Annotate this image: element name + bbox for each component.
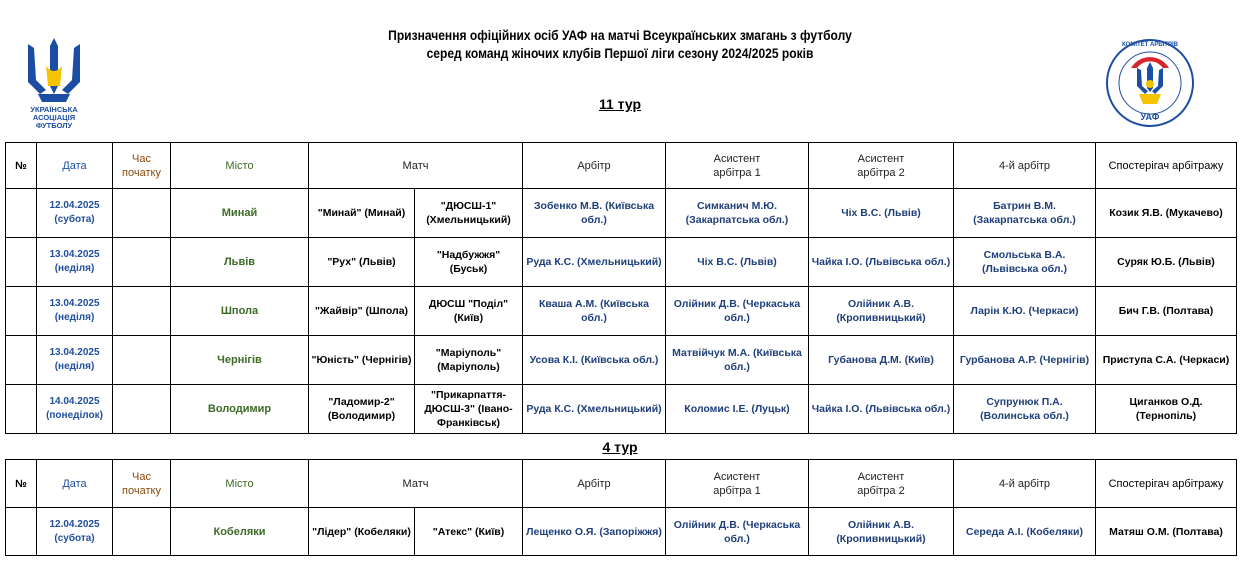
assistant2: Олійник А.В. (Кропивницький) [809, 287, 954, 336]
home-team: "Жайвір" (Шпола) [309, 287, 415, 336]
city: Минай [171, 189, 309, 238]
assistant2-line2: арбітра 2 [857, 484, 905, 497]
date-value: 14.04.2025 [49, 396, 100, 407]
day-value: (субота) [54, 214, 95, 225]
row-num [6, 238, 37, 287]
observer: Бич Г.В. (Полтава) [1096, 287, 1237, 336]
date-value: 13.04.2025 [49, 249, 100, 260]
fourth-official: Гурбанова А.Р. (Чернігів) [954, 336, 1096, 385]
row-num [6, 189, 37, 238]
round-11-table [5, 142, 1237, 434]
home-team: "Рух" (Львів) [309, 238, 415, 287]
logo-text-line1: УКРАЇНСЬКА [30, 105, 78, 114]
day-value: (неділя) [54, 361, 95, 372]
fourth-official: Смольська В.А. (Львівська обл.) [954, 238, 1096, 287]
match-date [37, 189, 113, 238]
col-header-date: Дата [37, 460, 113, 508]
logo-bottom-text: УАФ [1140, 112, 1160, 122]
observer: Козик Я.В. (Мукачево) [1096, 189, 1237, 238]
day-value: (неділя) [54, 312, 95, 323]
fourth-official: Супрунюк П.А. (Волинська обл.) [954, 385, 1096, 434]
col-header-observer: Спостерігач арбітражу [1096, 143, 1237, 189]
referee: Кваша А.М. (Київська обл.) [523, 287, 666, 336]
uaf-logo [16, 36, 92, 136]
col-header-city: Місто [171, 143, 309, 189]
match-date [37, 238, 113, 287]
assistant2-line1: Асистент [857, 152, 905, 165]
col-header-assistant2 [809, 460, 954, 508]
assistant2-line2: арбітра 2 [857, 166, 905, 179]
kickoff-time [113, 189, 171, 238]
assistant2: Чіх В.С. (Львів) [809, 189, 954, 238]
match-date [37, 508, 113, 556]
date-value: 12.04.2025 [49, 200, 100, 211]
document-title [345, 26, 895, 62]
logo-ring-text: КОМІТЕТ АРБІТРІВ [1122, 42, 1178, 48]
away-team: "Прикарпаття-ДЮСШ-3" (Івано-Франківськ) [415, 385, 523, 434]
fourth-official: Ларін К.Ю. (Черкаси) [954, 287, 1096, 336]
title-line-2: серед команд жіночих клубів Першої ліги сезону 2024/2025 років [426, 45, 814, 61]
assistant1-line2: арбітра 1 [713, 484, 761, 497]
day-value: (понеділок) [46, 410, 103, 421]
round-4-table [5, 459, 1237, 556]
col-header-time: Час початку [113, 143, 171, 189]
round-11-label: 11 тур [598, 96, 642, 112]
observer: Матяш О.М. (Полтава) [1096, 508, 1237, 556]
row-num [6, 336, 37, 385]
col-header-num: № [6, 143, 37, 189]
col-header-referee: Арбітр [523, 143, 666, 189]
away-team: "Надбужжя" (Буськ) [415, 238, 523, 287]
city: Шпола [171, 287, 309, 336]
home-team: "Лідер" (Кобеляки) [309, 508, 415, 556]
logo-text-line2: АСОЦІАЦІЯ [32, 113, 76, 122]
assistant1-line1: Асистент [713, 470, 761, 483]
date-value: 12.04.2025 [49, 518, 100, 530]
col-header-match: Матч [309, 143, 523, 189]
referee-committee-logo [1105, 38, 1195, 128]
home-team: "Минай" (Минай) [309, 189, 415, 238]
home-team: "Ладомир-2" (Володимир) [309, 385, 415, 434]
match-date [37, 336, 113, 385]
match-date [37, 287, 113, 336]
table-row [6, 189, 1237, 238]
col-header-num: № [6, 460, 37, 508]
day-value: (неділя) [54, 263, 95, 274]
date-value: 13.04.2025 [49, 347, 100, 358]
away-team: ДЮСШ "Поділ" (Київ) [415, 287, 523, 336]
col-header-assistant1 [666, 143, 809, 189]
assistant1-line1: Асистент [713, 152, 761, 165]
city: Кобеляки [171, 508, 309, 556]
referee: Усова К.І. (Київська обл.) [523, 336, 666, 385]
away-team: "Маріуполь" (Маріуполь) [415, 336, 523, 385]
col-header-fourth: 4-й арбітр [954, 143, 1096, 189]
city: Львів [171, 238, 309, 287]
city: Володимир [171, 385, 309, 434]
away-team: "ДЮСШ-1" (Хмельницький) [415, 189, 523, 238]
referee: Лещенко О.Я. (Запоріжжя) [523, 508, 666, 556]
table-row [6, 336, 1237, 385]
kickoff-time [113, 385, 171, 434]
observer: Суряк Ю.Б. (Львів) [1096, 238, 1237, 287]
col-header-assistant1 [666, 460, 809, 508]
logo-text-line3: ФУТБОЛУ [35, 121, 73, 130]
round-4-label: 4 тур [602, 439, 638, 455]
referee: Зобенко М.В. (Київська обл.) [523, 189, 666, 238]
col-header-match: Матч [309, 460, 523, 508]
date-value: 13.04.2025 [49, 298, 100, 309]
col-header-time: Час початку [113, 460, 171, 508]
assistant1: Олійник Д.В. (Черкаська обл.) [666, 287, 809, 336]
assistant1-line2: арбітра 1 [713, 166, 761, 179]
kickoff-time [113, 287, 171, 336]
row-num [6, 385, 37, 434]
away-team: "Атекс" (Київ) [415, 508, 523, 556]
assistant1: Олійник Д.В. (Черкаська обл.) [666, 508, 809, 556]
col-header-date: Дата [37, 143, 113, 189]
table-row [6, 238, 1237, 287]
assistant2-line1: Асистент [857, 470, 905, 483]
col-header-city: Місто [171, 460, 309, 508]
assistant2: Чайка І.О. (Львівська обл.) [809, 238, 954, 287]
match-date [37, 385, 113, 434]
assistant2: Олійник А.В. (Кропивницький) [809, 508, 954, 556]
observer: Приступа С.А. (Черкаси) [1096, 336, 1237, 385]
table-row [6, 508, 1237, 556]
col-header-referee: Арбітр [523, 460, 666, 508]
title-line-1: Призначення офіційних осіб УАФ на матчі Всеукраїнських змагань з футболу [388, 27, 852, 43]
table-row [6, 385, 1237, 434]
assistant1: Симканич М.Ю. (Закарпатська обл.) [666, 189, 809, 238]
day-value: (субота) [54, 532, 95, 544]
fourth-official: Батрин В.М. (Закарпатська обл.) [954, 189, 1096, 238]
col-header-assistant2 [809, 143, 954, 189]
referee: Руда К.С. (Хмельницький) [523, 238, 666, 287]
fourth-official: Середа А.І. (Кобеляки) [954, 508, 1096, 556]
assistant1: Матвійчук М.А. (Київська обл.) [666, 336, 809, 385]
row-num [6, 287, 37, 336]
assistant1: Чіх В.С. (Львів) [666, 238, 809, 287]
row-num [6, 508, 37, 556]
col-header-fourth: 4-й арбітр [954, 460, 1096, 508]
assistant1: Коломис І.Е. (Луцьк) [666, 385, 809, 434]
kickoff-time [113, 336, 171, 385]
observer: Циганков О.Д. (Тернопіль) [1096, 385, 1237, 434]
table-header-row [6, 143, 1237, 189]
kickoff-time [113, 238, 171, 287]
home-team: "Юність" (Чернігів) [309, 336, 415, 385]
referee: Руда К.С. (Хмельницький) [523, 385, 666, 434]
city: Чернігів [171, 336, 309, 385]
table-row [6, 287, 1237, 336]
kickoff-time [113, 508, 171, 556]
col-header-observer: Спостерігач арбітражу [1096, 460, 1237, 508]
assistant2: Губанова Д.М. (Київ) [809, 336, 954, 385]
assistant2: Чайка І.О. (Львівська обл.) [809, 385, 954, 434]
table-header-row [6, 460, 1237, 508]
